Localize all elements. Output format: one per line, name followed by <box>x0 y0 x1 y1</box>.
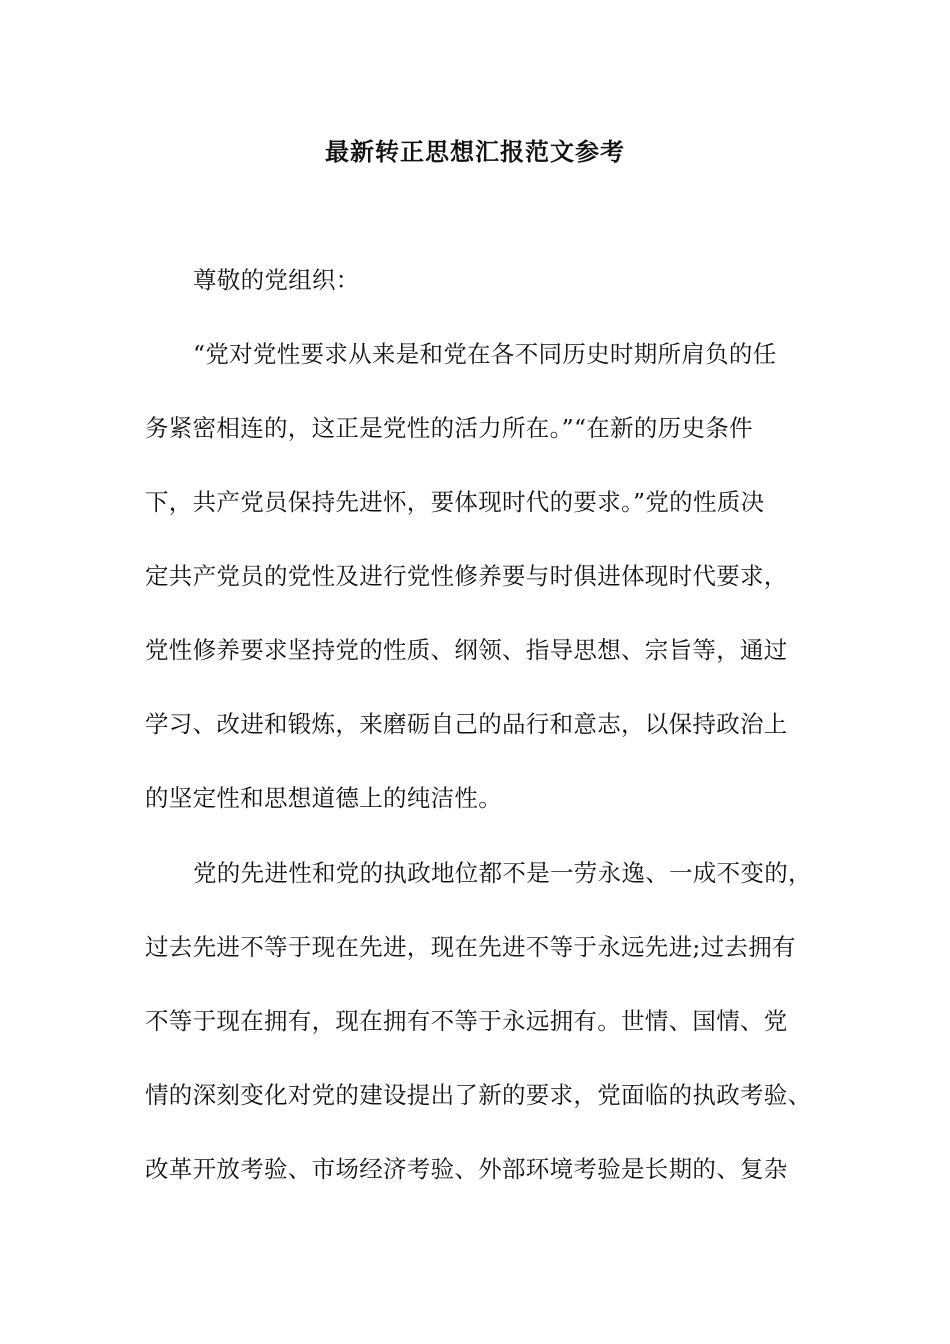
paragraph-line: 党性修养要求坚持党的性质、纲领、指导思想、宗旨等，通过 <box>145 636 788 664</box>
paragraph-line: 下，共产党员保持先进怀，要体现时代的要求。”党的性质决 <box>145 488 765 516</box>
paragraph-line: 情的深刻变化对党的建设提出了新的要求，党面临的执政考验、 <box>145 1081 812 1109</box>
paragraph-line: “党对党性要求从来是和党在各不同历史时期所肩负的任 <box>193 340 777 368</box>
paragraph-line: 学习、改进和锻炼，来磨砺自己的品行和意志，以保持政治上 <box>145 710 788 738</box>
paragraph-line: 过去先进不等于现在先进，现在先进不等于永远先进;过去拥有 <box>145 933 796 961</box>
paragraph-line: 务紧密相连的，这正是党性的活力所在。”“在新的历史条件 <box>145 414 753 442</box>
salutation: 尊敬的党组织： <box>193 266 360 294</box>
paragraph-line: 不等于现在拥有，现在拥有不等于永远拥有。世情、国情、党 <box>145 1007 788 1035</box>
document-title: 最新转正思想汇报范文参考 <box>325 137 625 166</box>
paragraph-line: 改革开放考验、市场经济考验、外部环境考验是长期的、复杂 <box>145 1155 788 1183</box>
paragraph-line: 党的先进性和党的执政地位都不是一劳永逸、一成不变的， <box>193 859 812 887</box>
paragraph-line: 的坚定性和思想道德上的纯洁性。 <box>145 784 502 812</box>
paragraph-line: 定共产党员的党性及进行党性修养要与时俱进体现时代要求， <box>145 562 788 590</box>
